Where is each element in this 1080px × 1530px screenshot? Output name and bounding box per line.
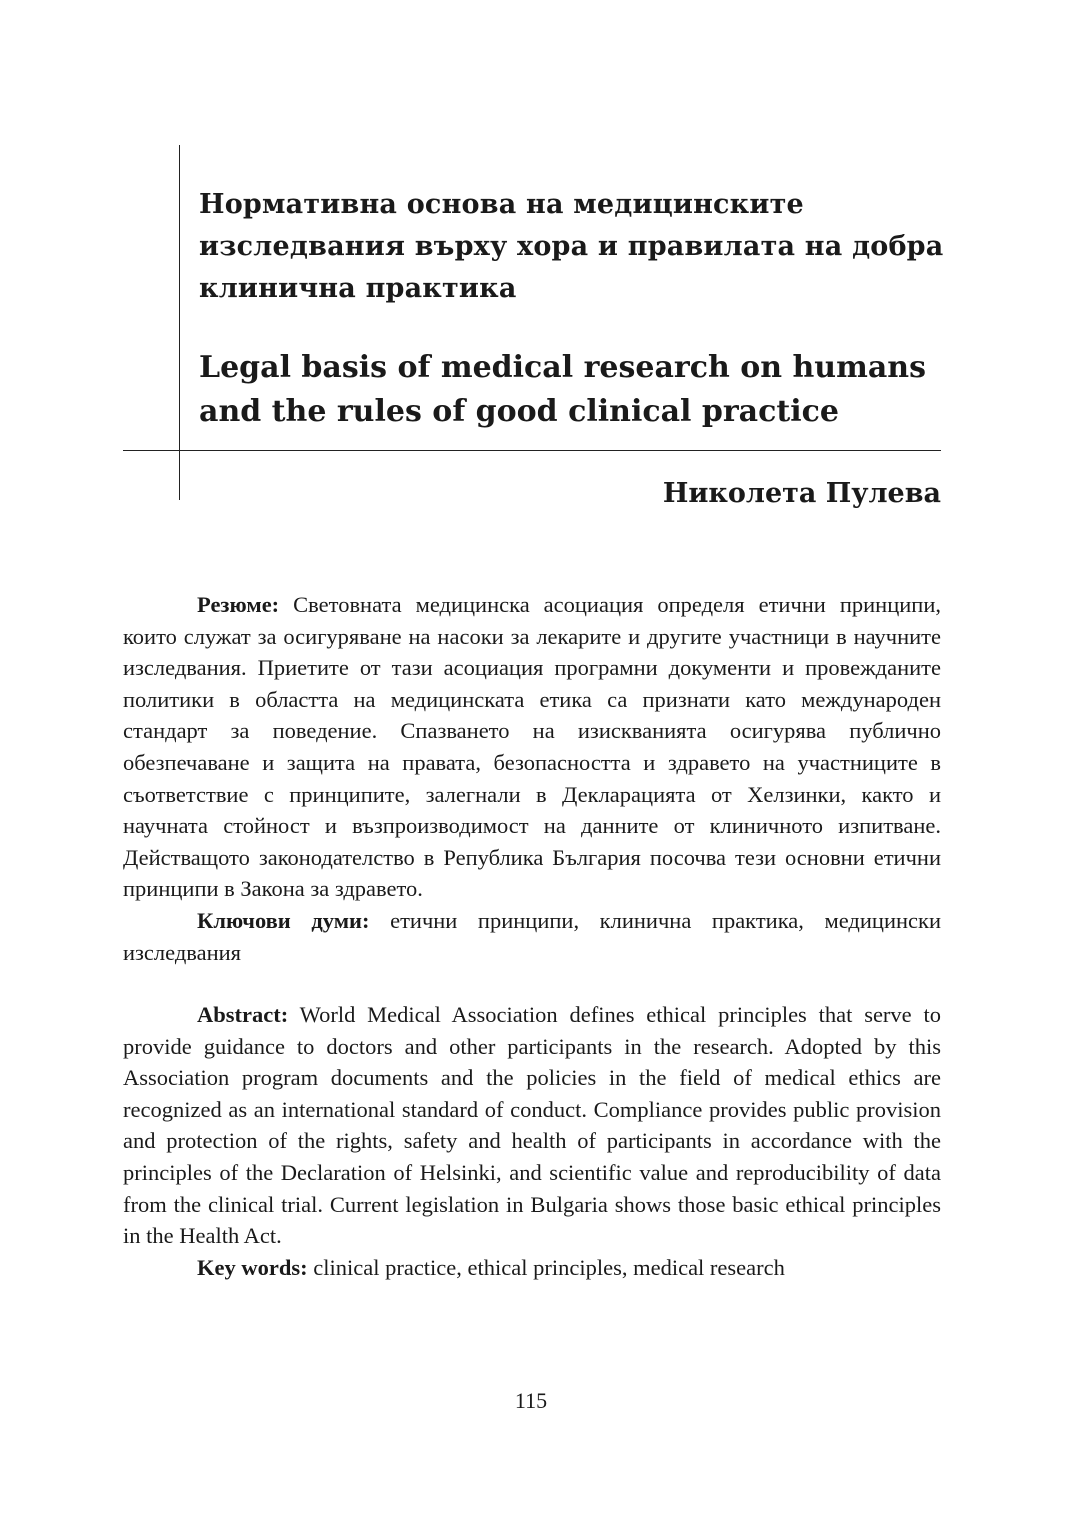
resume-label: Резюме: [197,592,280,617]
abstract-section [123,999,941,1283]
title-vertical-rule [179,145,180,500]
abstract-label: Abstract: [197,1002,289,1027]
keywords-bg-label: Ключови думи: [197,907,370,933]
keywords-en-label: Key words: [197,1254,308,1280]
keywords-en-text: clinical practice, ethical principles, medical research [307,1254,785,1280]
keywords-bg-text: етични принципи, клинична практика, медицински изследвания [123,907,941,965]
keywords-en-paragraph [123,1252,941,1284]
resume-paragraph [123,589,941,905]
resume-text: Световната медицинска асоциация определя етични принципи, които служат за осигуряване на насоки за лекарите и другите участници в научните изследвания. Приетите от тази асоциация програмни документи и провежданите политики в областта на медицинската етика са признати като международен стандарт за поведение. Спазването на изискванията осигурява публично обезпечаване и защита на правата, безопасността и здравето на участниците в съответствие с принципите, залегнали в Декларацията от Хелзинки, както и научната стойност и възпроизводимост на данните от клиничното изпитване. Действащото законодателство в Република България посочва тези основни етични принципи в Закона за здравето. [123,592,941,902]
page-number: 115 [514,1388,548,1413]
abstract-paragraph [123,999,941,1252]
title-horizontal-rule [123,450,941,451]
article-title-english: Legal basis of medical research on humans and the rules of good clinical practice [199,350,926,429]
author-name: Николета Пулева [662,478,941,509]
abstract-text: World Medical Association defines ethical principles that serve to provide guidance to doctors and other participants in the research. Adopted by this Association program documents and the policies in the field of medical ethics are recognized as an international standard of conduct. Compliance provides public provision and protection of the rights, safety and health of participants in accordance with the principles of the Declaration of Helsinki, and scientific value and reproducibility of data from the clinical trial. Current legislation in Bulgaria shows those basic ethical principles in the Health Act. [123,1002,941,1249]
resume-section [123,589,941,968]
article-title-bulgarian: Нормативна основа на медицинските изследвания върху хора и правилата на добра клинична практика [199,189,944,304]
keywords-bg-paragraph [123,905,941,968]
